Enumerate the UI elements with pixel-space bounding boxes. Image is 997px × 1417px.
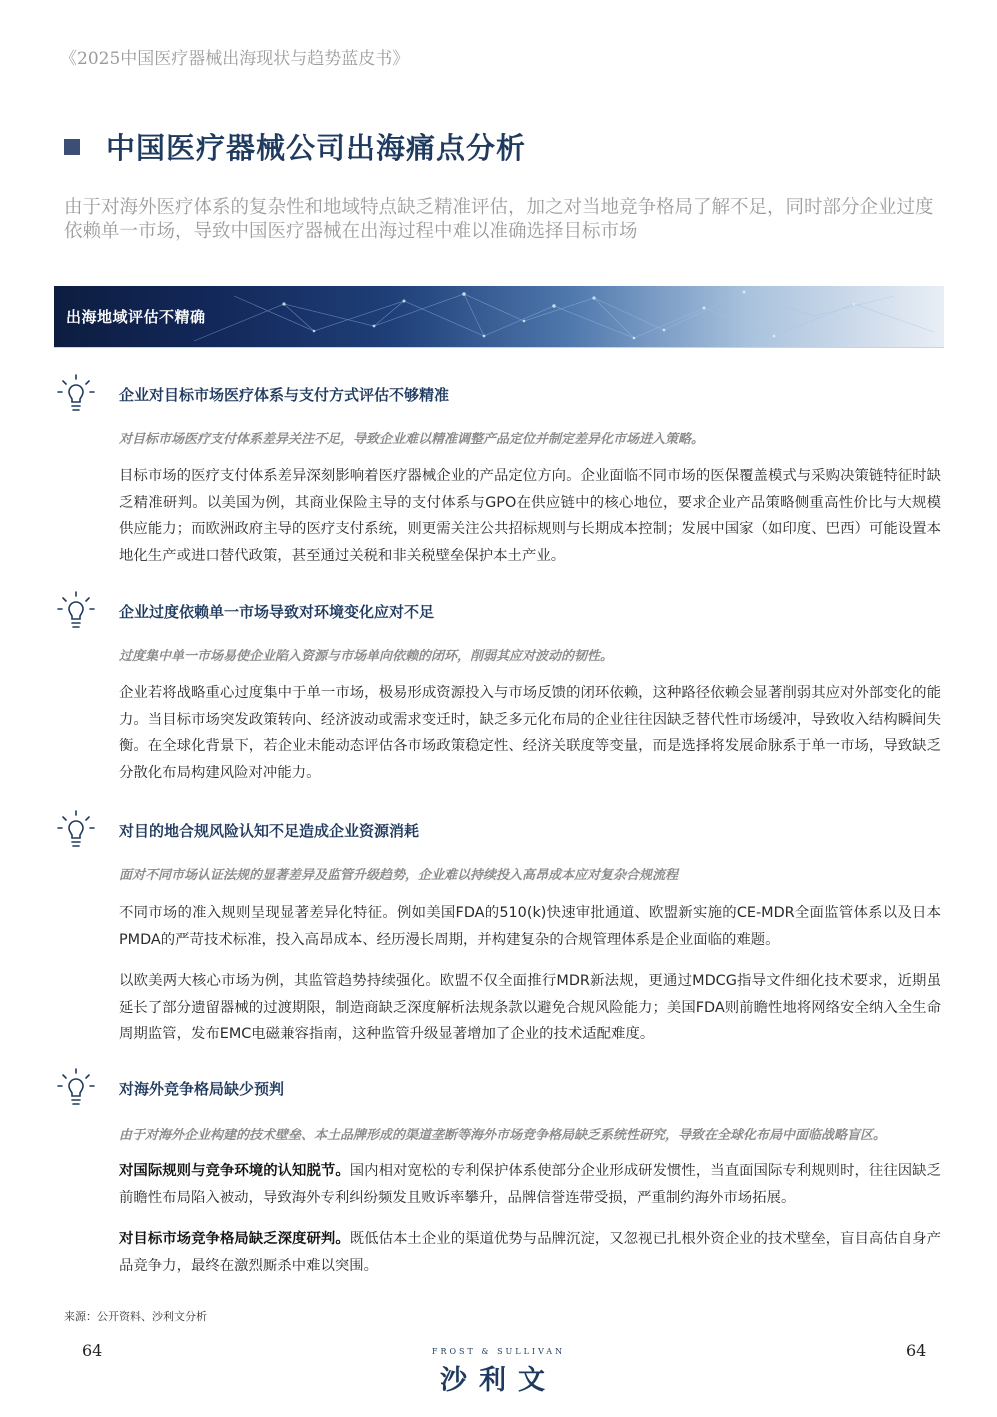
section-title: 对海外竞争格局缺少预判 (119, 1080, 285, 1098)
title-square-icon (64, 139, 80, 155)
paragraph-lead: 对国际规则与竞争环境的认知脱节。 (119, 1163, 350, 1179)
page-subtitle: 由于对海外医疗体系的复杂性和地域特点缺乏精准评估，加之对当地竞争格局了解不足，同时部分企业过度依赖单一市场，导致中国医疗器械在出海过程中难以准确选择目标市场 (64, 197, 934, 242)
page-number-right: 64 (906, 1341, 927, 1360)
paragraph (119, 1226, 941, 1279)
section-subtitle: 对目标市场医疗支付体系差异关注不足，导致企业难以精准调整产品定位并制定差异化市场进入策略。 (119, 432, 705, 447)
source-note: 来源：公开资料、沙利文分析 (64, 1310, 207, 1323)
lightbulb-icon (56, 808, 96, 852)
section-banner (54, 286, 944, 347)
section-title: 企业过度依赖单一市场导致对环境变化应对不足 (119, 603, 435, 621)
lightbulb-icon (56, 1066, 96, 1110)
brand-logo-english: FROST & SULLIVAN (431, 1347, 566, 1356)
page-title: 中国医疗器械公司出海痛点分析 (106, 131, 527, 165)
banner-divider (54, 347, 944, 348)
lightbulb-icon (56, 372, 96, 416)
paragraph: 不同市场的准入规则呈现显著差异化特征。例如美国FDA的510(k)快速审批通道、欧盟新实施的CE-MDR全面监管体系以及日本PMDA的严苛技术标准，投入高昂成本、经历漫长周期，并构建复杂的合规管理体系是企业面临的难题。 (119, 905, 941, 948)
title-row (64, 126, 526, 167)
paragraph (119, 1158, 941, 1211)
paragraph-lead: 对目标市场竞争格局缺乏深度研判。 (119, 1231, 350, 1247)
section-subtitle: 由于对海外企业构建的技术壁垒、本土品牌形成的渠道垄断等海外市场竞争格局缺乏系统性研究，导致在全球化布局中面临战略盲区。 (119, 1128, 887, 1143)
paragraph: 企业若将战略重心过度集中于单一市场，极易形成资源投入与市场反馈的闭环依赖，这种路径依赖会显著削弱其应对外部变化的能力。当目标市场突发政策转向、经济波动或需求变迁时，缺乏多元化布局的企业往往因缺乏替代性市场缓冲，导致收入结构瞬间失衡。在全球化背景下，若企业未能动态评估各市场政策稳定性、经济关联度等变量，而是选择将发展命脉系于单一市场，导致缺乏分散化布局构建风险对冲能力。 (119, 685, 941, 781)
paragraph: 以欧美两大核心市场为例，其监管趋势持续强化。欧盟不仅全面推行MDR新法规，更通过MDCG指导文件细化技术要求，近期虽延长了部分遗留器械的过渡期限，制造商缺乏深度解析法规条款以避免合规风险能力；美国FDA则前瞻性地将网络安全纳入全生命周期监管，发布EMC电磁兼容指南，这种监管升级显著增加了企业的技术适配难度。 (119, 973, 941, 1042)
document-header: 《2025中国医疗器械出海现状与趋势蓝皮书》 (60, 49, 410, 69)
paragraph-text: 国内相对宽松的专利保护体系使部分企业形成研发惯性，当直面国际专利规则时，往往因缺乏前瞻性布局陷入被动，导致海外专利纠纷频发且败诉率攀升，品牌信誉连带受损，严重制约海外市场拓展。 (119, 1163, 941, 1206)
paragraph-text: 既低估本土企业的渠道优势与品牌沉淀，又忽视已扎根外资企业的技术壁垒，盲目高估自身产品竞争力，最终在激烈厮杀中难以突围。 (119, 1231, 941, 1274)
section-title: 企业对目标市场医疗体系与支付方式评估不够精准 (119, 386, 450, 404)
section-subtitle: 过度集中单一市场易使企业陷入资源与市场单向依赖的闭环，削弱其应对波动的韧性。 (119, 649, 614, 664)
brand-logo-chinese: 沙利文 (440, 1365, 557, 1396)
section-subtitle: 面对不同市场认证法规的显著差异及监管升级趋势，企业难以持续投入高昂成本应对复杂合规流程 (119, 868, 679, 883)
lightbulb-icon (56, 589, 96, 633)
paragraph: 目标市场的医疗支付体系差异深刻影响着医疗器械企业的产品定位方向。企业面临不同市场的医保覆盖模式与采购决策链特征时缺乏精准研判。以美国为例，其商业保险主导的支付体系与GPO在供应链中的核心地位，要求企业产品策略侧重高性价比与大规模供应能力；而欧洲政府主导的医疗支付系统，则更需关注公共招标规则与长期成本控制；发展中国家（如印度、巴西）可能设置本地化生产或进口替代政策，甚至通过关税和非关税壁垒保护本土产业。 (119, 468, 941, 564)
banner-label: 出海地域评估不精确 (66, 308, 206, 326)
section-title: 对目的地合规风险认知不足造成企业资源消耗 (119, 822, 420, 840)
page-number-left: 64 (82, 1341, 103, 1360)
